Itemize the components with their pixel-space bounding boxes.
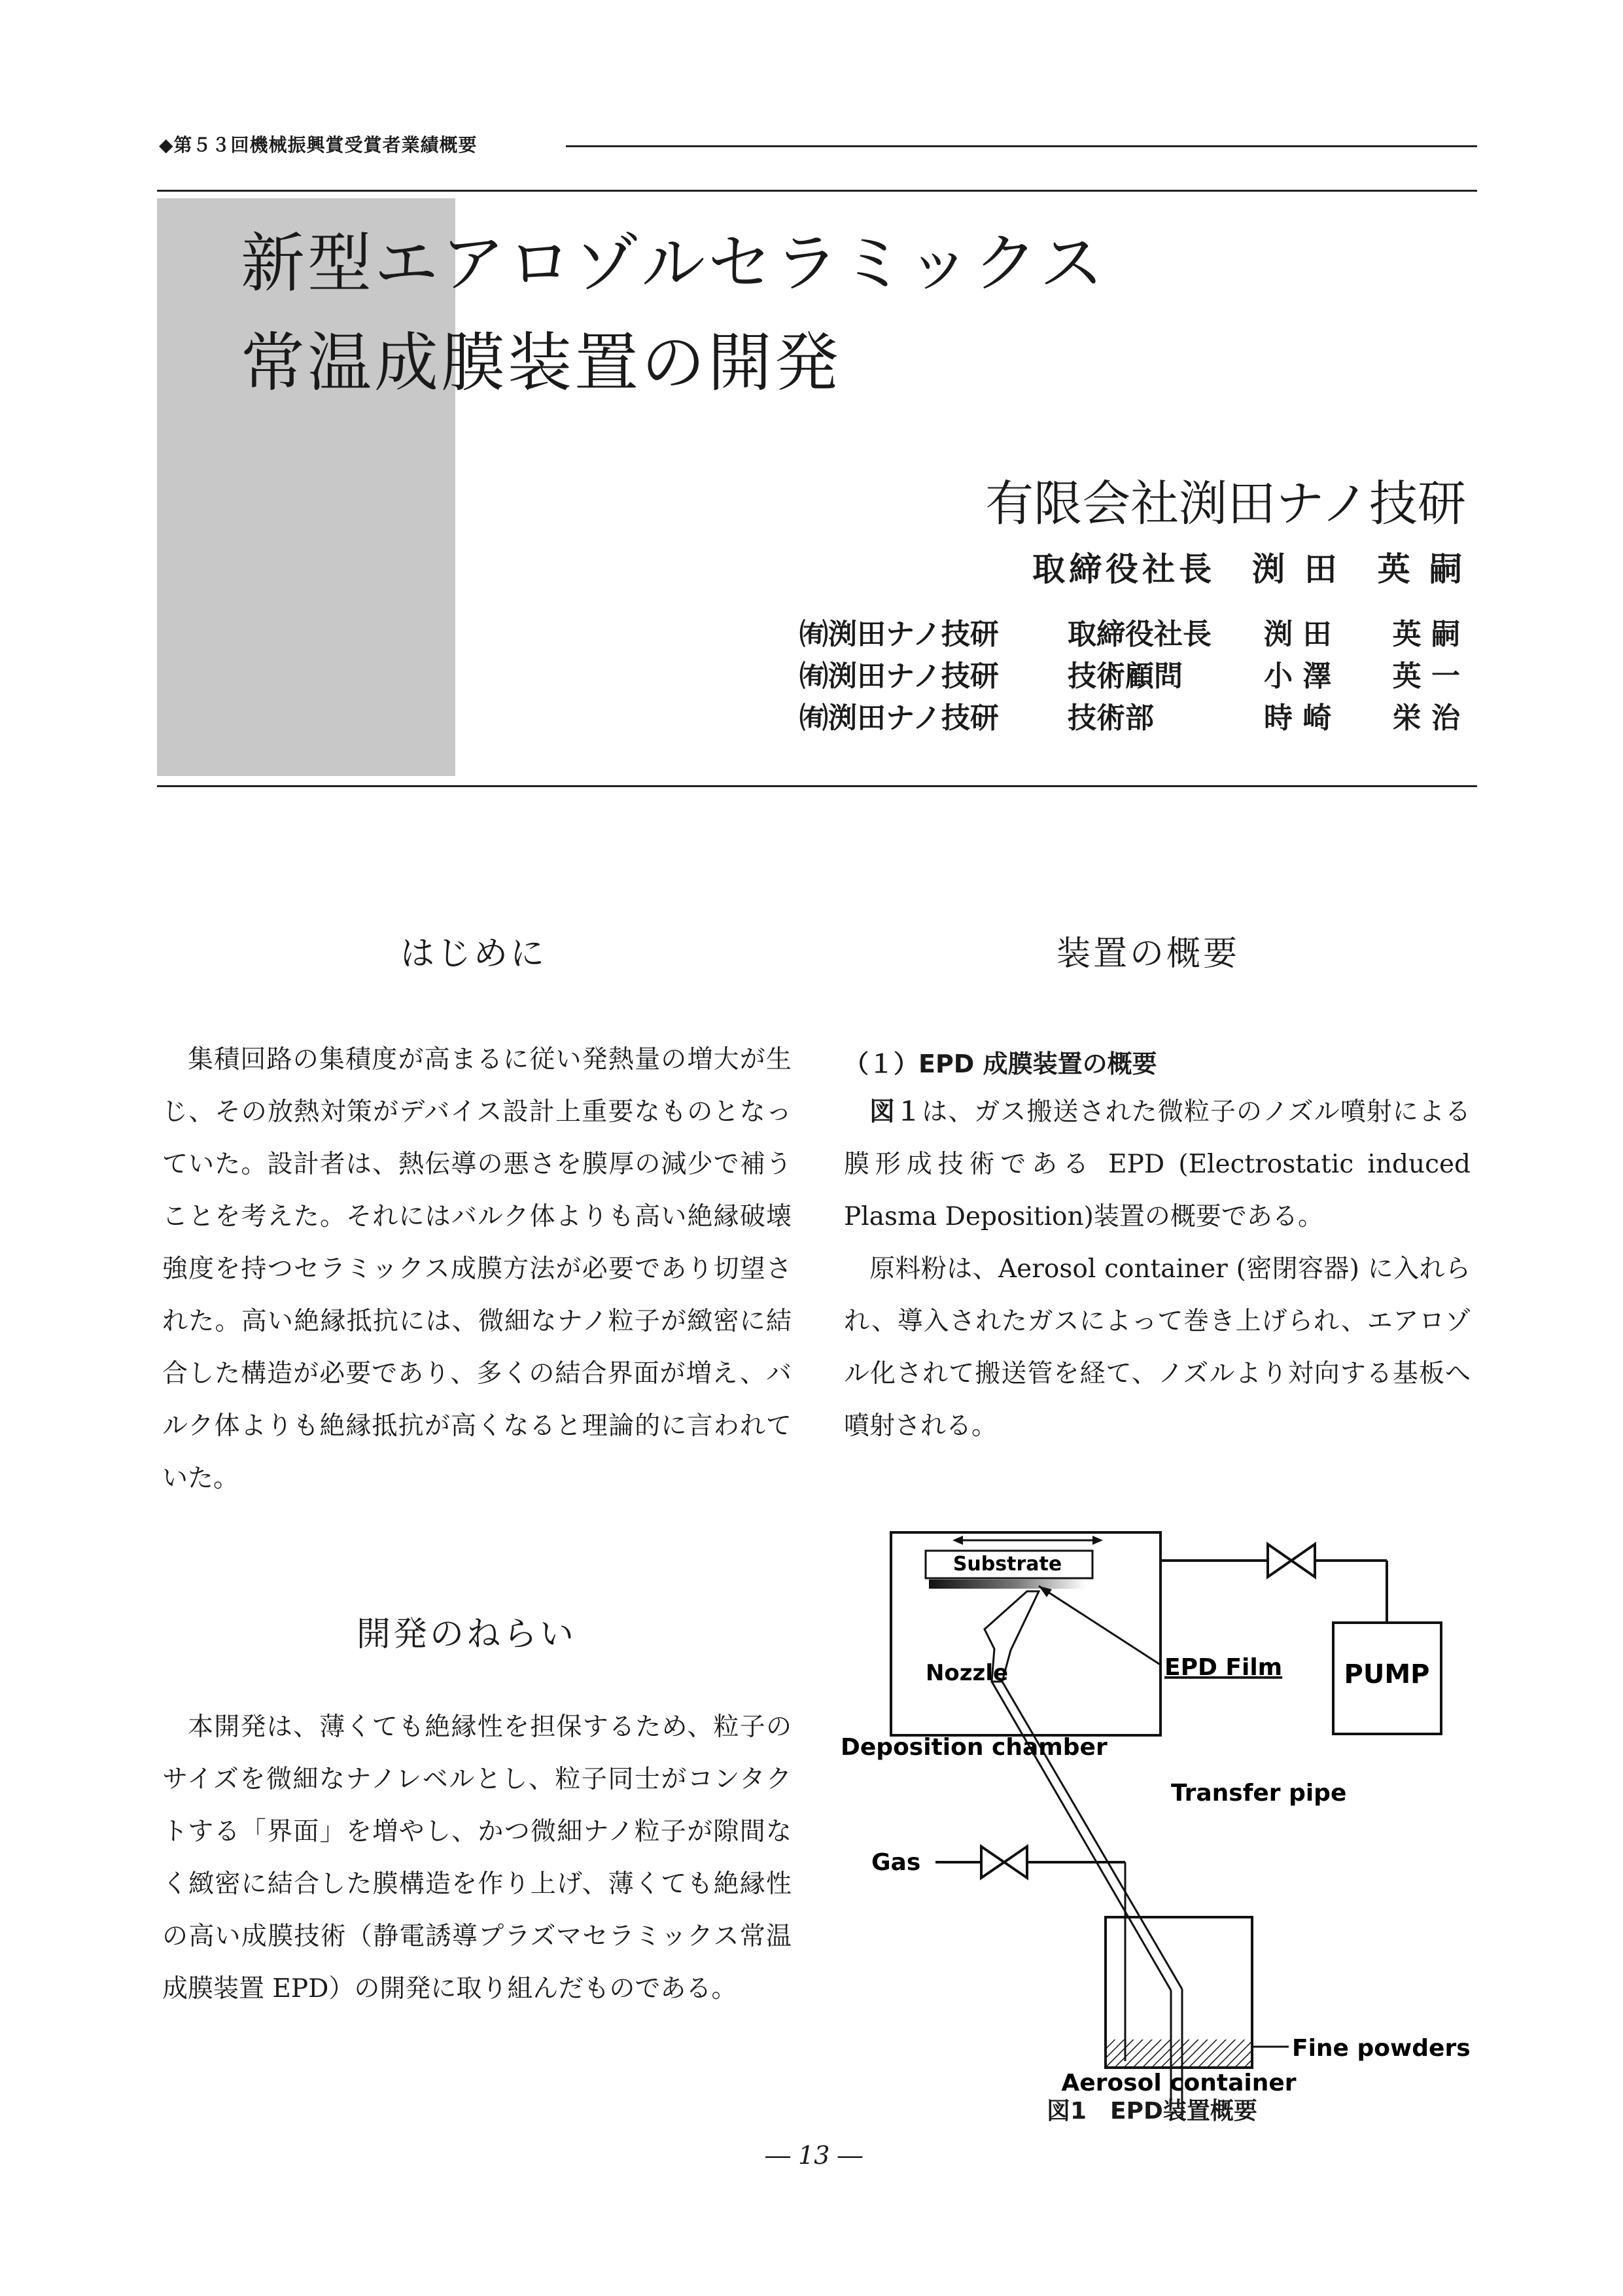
title-bottom-rule [157,785,1477,787]
epd-film-bar [929,1580,1086,1589]
header-rule [566,145,1477,147]
staff-org: ㈲渕田ナノ技研 [799,618,999,651]
staff-org: ㈲渕田ナノ技研 [799,660,999,693]
page-number: ― 13 ― [765,2141,863,2170]
epd-diagram [831,1518,1485,2096]
staff-given: 英 一 [1392,660,1460,693]
staff-surname: 渕 田 [1264,618,1332,651]
gas-valve-icon [981,1846,1027,1878]
label-aerosol-container: Aerosol container [1061,2070,1297,2096]
overview-paragraphs [844,1086,1471,1453]
title-top-rule [157,190,1477,192]
label-fine-powders: Fine powders [1292,2035,1471,2062]
figure-reference: 図１ [869,1097,922,1127]
staff-surname: 時 崎 [1264,701,1332,735]
intro-text: 集積回路の集積度が高まるに従い発熱量の増大が生じ、その放熱対策がデバイス設計上重要なものとなっていた。設計者は、熱伝導の悪さを膜厚の減少で補うことを考えた。それにはバルク体よりも高い絶縁破壊強度を持つセラミックス成膜方法が必要であり切望された。高い絶縁抵抗には、微細なナノ粒子が緻密に結合した構造が必要であり、多くの結合界面が増え、バルク体よりも絶縁抵抗が高くなると理論的に言われていた。 [162,1045,792,1493]
series-label: ◆第５３回機械振興賞受賞者業績概要 [159,134,478,156]
staff-given: 英 嗣 [1392,618,1460,651]
aim-text: 本開発は、薄くても絶縁性を担保するため、粒子のサイズを微細なナノレベルとし、粒子同士がコンタクトする「界面」を増やし、かつ微細ナノ粒子が隙間なく緻密に結合した膜構造を作り上げ、薄くても絶縁性の高い成膜技術（静電誘導プラズマセラミックス常温成膜装置 EPD）の開発に取り組んだものである。 [162,1712,792,2004]
pump-valve-icon [1268,1544,1315,1577]
label-substrate: Substrate [952,1553,1062,1576]
staff-given: 栄 治 [1392,701,1460,735]
staff-org: ㈲渕田ナノ技研 [799,701,999,735]
label-epd-film: EPD Film [1164,1654,1283,1681]
overview-subheading: （１）EPD 成膜装置の概要 [844,1050,1157,1078]
staff-row [799,698,1467,739]
staff-role: 技術顧問 [1068,660,1183,693]
title-line-2: 常温成膜装置の開発 [241,326,842,400]
label-gas: Gas [871,1849,921,1876]
staff-list [799,614,1467,739]
label-deposition-chamber: Deposition chamber [841,1734,1108,1761]
representative: 取締役社長 渕 田 英 嗣 [1032,550,1466,588]
arrow-left-icon [952,1536,963,1545]
fine-powders-fill [1107,2040,1251,2066]
section-heading-intro: はじめに [400,934,548,974]
staff-surname: 小 澤 [1264,660,1332,693]
staff-role: 技術部 [1068,701,1154,735]
label-pump: PUMP [1344,1659,1430,1689]
staff-row [799,614,1467,656]
staff-role: 取締役社長 [1068,618,1212,651]
overview-para-2: 原料粉は、Aerosol container (密閉容器) に入れられ、導入されたガスによって巻き上げられ、エアロゾル化されて搬送管を経て、ノズルより対向する基板へ噴射される。 [844,1254,1471,1441]
section-heading-overview: 装置の概要 [1056,934,1240,974]
staff-row [799,656,1467,698]
label-nozzle: Nozzle [925,1660,1009,1686]
arrow-right-icon [1092,1536,1103,1545]
title-line-1: 新型エアロゾルセラミックス [241,226,1107,301]
company-name: 有限会社渕田ナノ技研 [985,476,1466,532]
aim-paragraph [162,1701,792,2015]
overview-para-1-text: は、ガス搬送された微粒子のノズル噴射による膜形成技術である EPD (Electrostatic induced Plasma Deposition)装置の概要である。 [844,1097,1471,1231]
intro-paragraph [162,1034,792,1505]
overview-para-1 [844,1086,1471,1243]
figure-caption: 図1 EPD装置概要 [1047,2098,1257,2125]
section-heading-aim: 開発のねらい [357,1615,577,1654]
label-transfer-pipe: Transfer pipe [1171,1780,1347,1807]
